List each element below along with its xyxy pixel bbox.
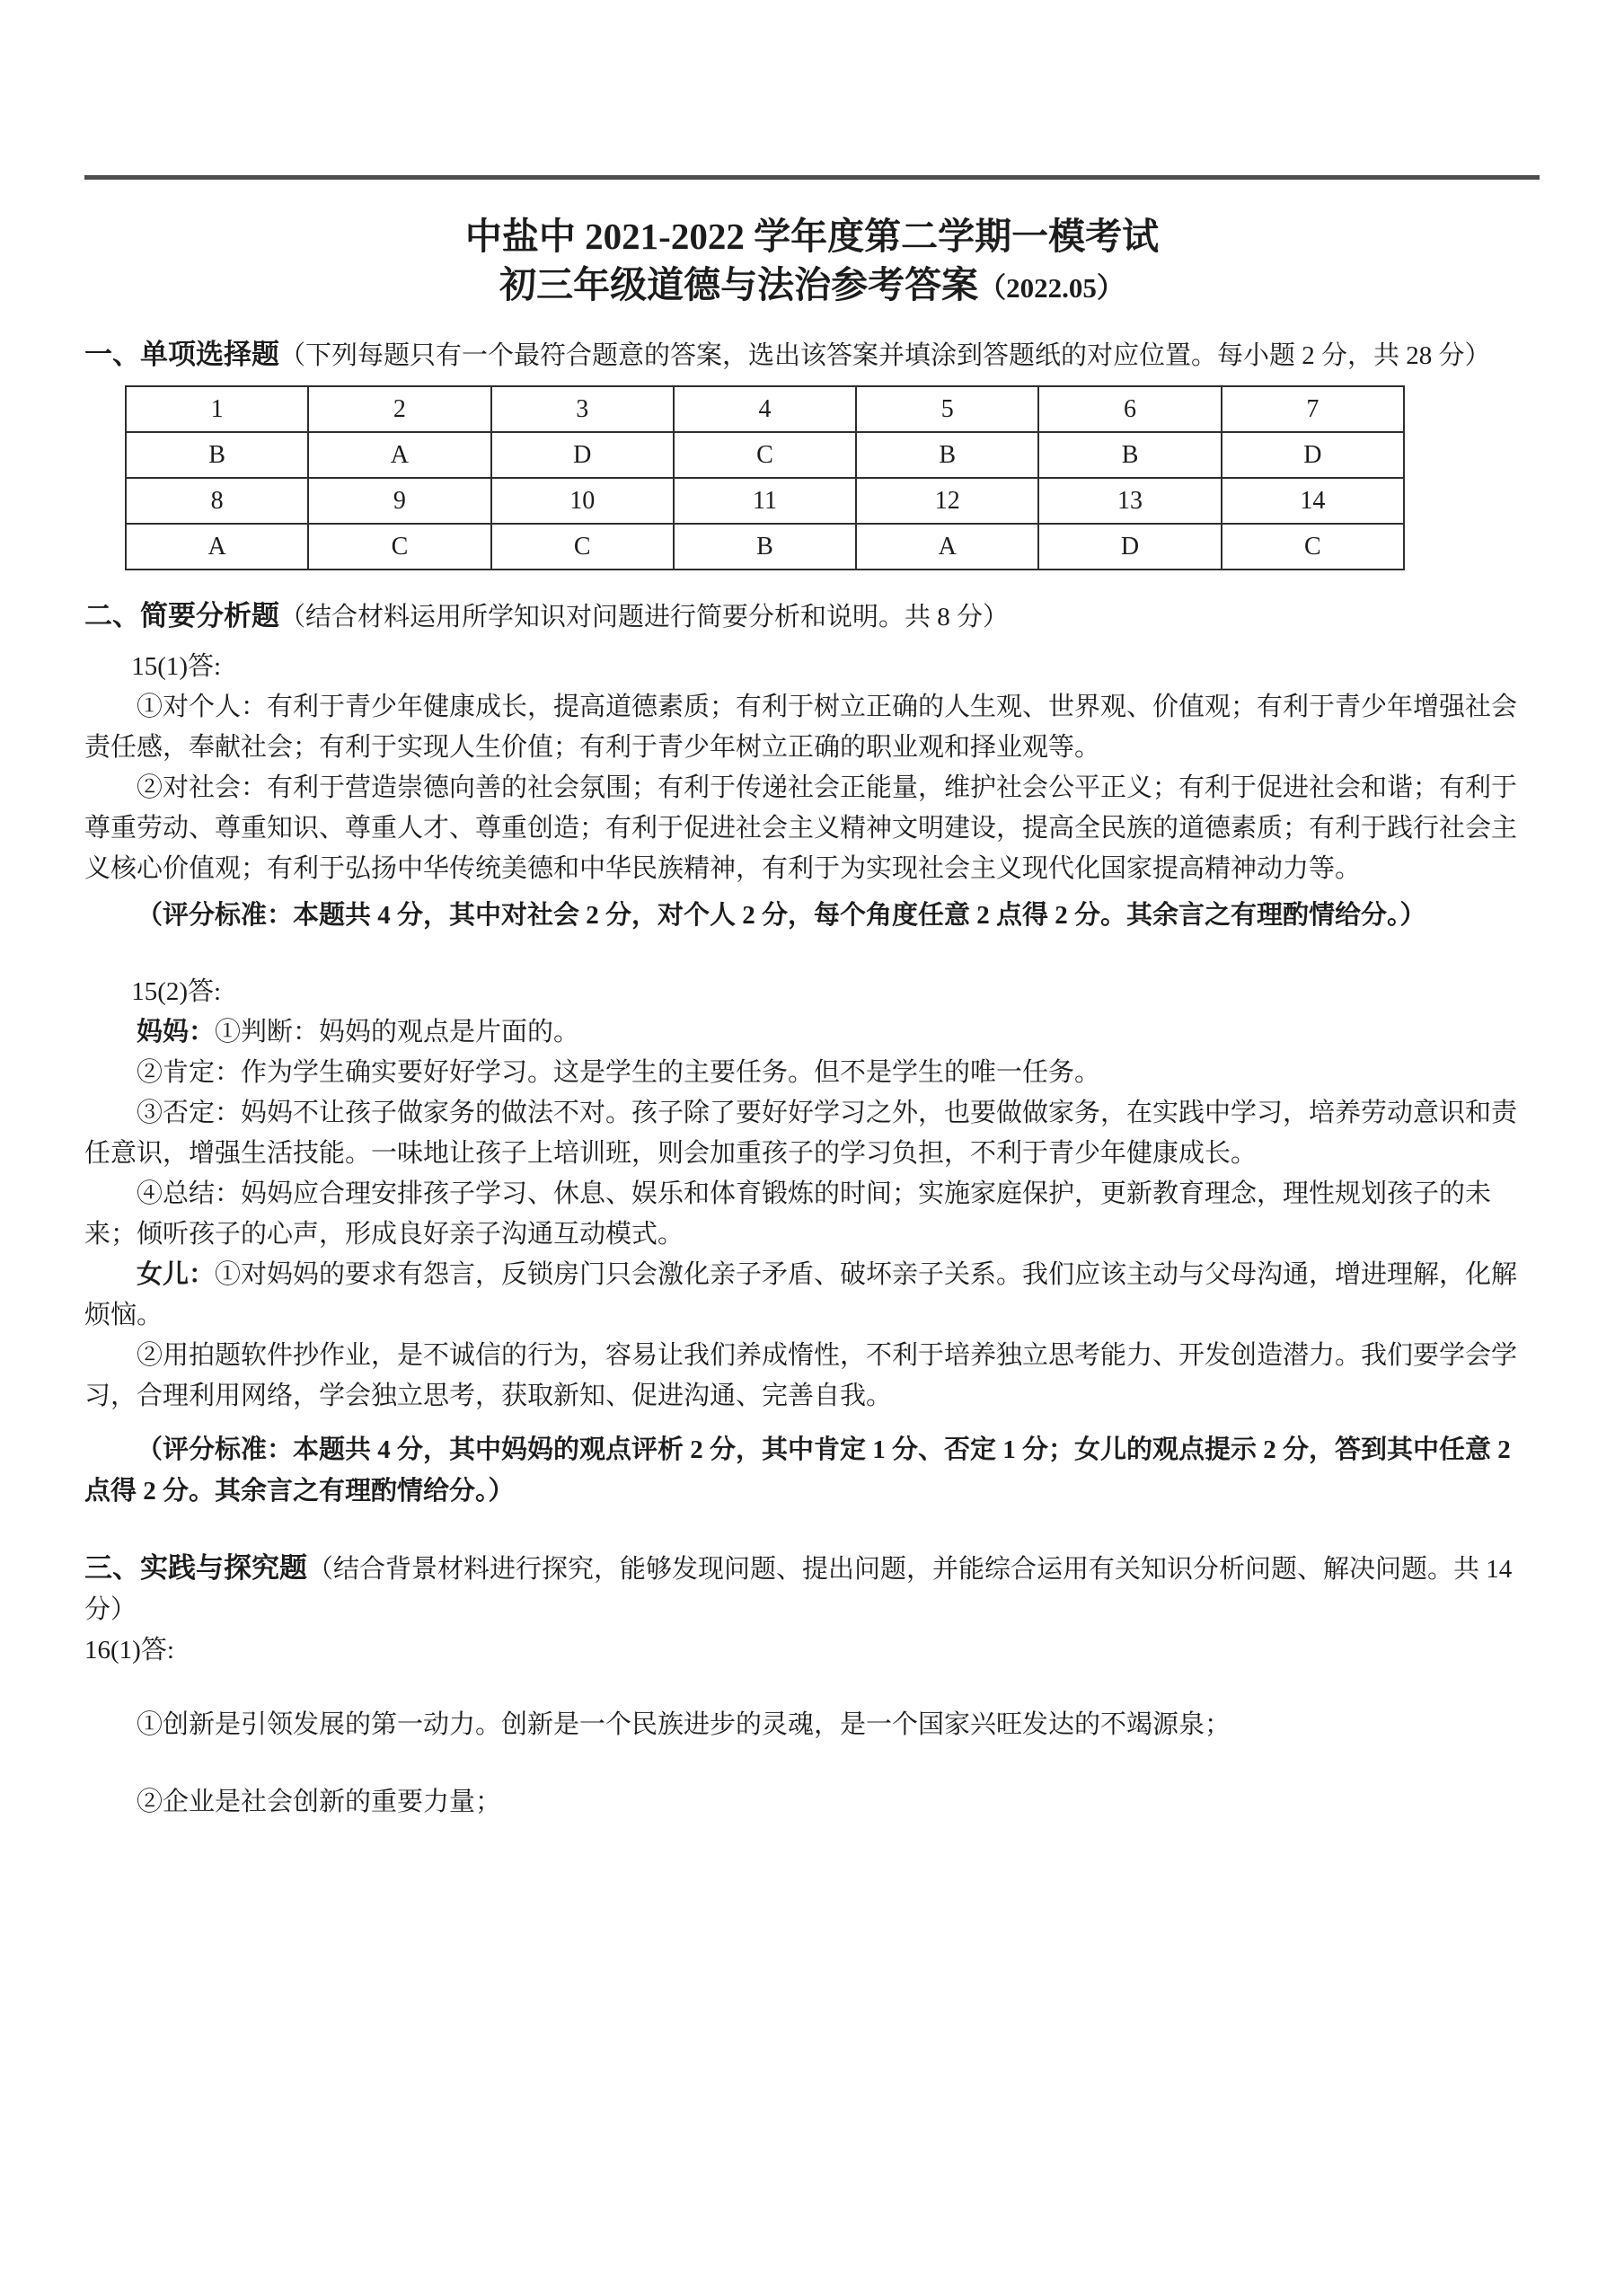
table-row-answers-2: [126, 524, 1404, 570]
section1-heading-rest: （下列每题只有一个最符合题意的答案，选出该答案并填涂到答题纸的对应位置。每小题 2 分，共 28 分）: [279, 341, 1491, 370]
answer-15-2-mom-point-3: ③否定：妈妈不让孩子做家务的做法不对。孩子除了要好好学习之外，也要做做家务，在实践中学习，培养劳动意识和责任意识，增强生活技能。一味地让孩子上培训班，则会加重孩子的学习负担，不利于青少年健康成长。: [84, 1099, 1518, 1168]
table-cell: B: [674, 524, 856, 570]
daughter-label: 女儿：: [137, 1260, 216, 1289]
answer-15-2-daughter-point-1: [84, 1255, 1540, 1336]
section1-heading: [84, 334, 1540, 376]
table-cell: 9: [308, 478, 490, 524]
document-content: [84, 199, 1540, 1825]
answer-15-1-paragraph-2: ②对社会：有利于营造崇德向善的社会氛围；有利于传递社会正能量，维护社会公平正义；有利于促进社会和谐；有利于尊重劳动、尊重知识、尊重人才、尊重创造；有利于促进社会主义精神文明建设，提高全民族的道德素质；有利于践行社会主义核心价值观；有利于弘扬中华传统美德和中华民族精神，有利于为实现社会主义现代化国家提高精神动力等。: [84, 773, 1518, 883]
table-cell: C: [491, 524, 674, 570]
answer-15-2-daughter-point-2: ②用拍题软件抄作业，是不诚信的行为，容易让我们养成惰性，不利于培养独立思考能力、开发创造潜力。我们要学会学习，合理利用网络，学会独立思考，获取新知、促进沟通、完善自我。: [84, 1341, 1518, 1410]
document-title-block: [84, 212, 1540, 318]
question-15-2-label: 15(2)答:: [131, 977, 222, 1006]
table-cell: 11: [674, 478, 856, 524]
table-cell: D: [1038, 524, 1221, 570]
mom-point-1-text: ①判断：妈妈的观点是片面的。: [215, 1018, 580, 1046]
table-cell: B: [1038, 432, 1221, 478]
page-title-line2: [84, 261, 1540, 318]
table-cell: B: [126, 432, 308, 478]
table-cell: A: [308, 432, 490, 478]
table-cell: 6: [1038, 386, 1221, 432]
answer-16-1-point-2: ②企业是社会创新的重要力量；: [137, 1788, 502, 1816]
table-cell: 5: [856, 386, 1038, 432]
table-cell: 14: [1222, 478, 1404, 524]
section2-heading-bold: 二、简要分析题: [84, 600, 279, 631]
page-title-main: 初三年级道德与法治参考答案: [499, 264, 979, 305]
mom-label: 妈妈：: [137, 1018, 216, 1046]
question-15-1-label: 15(1)答:: [131, 652, 222, 681]
page-title-line1: 中盐中 2021-2022 学年度第二学期一模考试: [464, 216, 1160, 257]
table-row-answers-1: [126, 432, 1404, 478]
daughter-point-1-text: ①对妈妈的要求有怨言，反锁房门只会激化亲子矛盾、破坏亲子关系。我们应该主动与父母沟通，增进理解，化解烦恼。: [84, 1260, 1518, 1329]
table-cell: A: [126, 524, 308, 570]
table-cell: 7: [1222, 386, 1404, 432]
section2-heading: [84, 596, 1540, 638]
table-cell: D: [1222, 432, 1404, 478]
scoring-standard-15-1: （评分标准：本题共 4 分，其中对社会 2 分，对个人 2 分，每个角度任意 2 点得 2 分。其余言之有理酌情给分。）: [137, 901, 1426, 930]
section1-heading-bold: 一、单项选择题: [84, 339, 279, 370]
table-cell: A: [856, 524, 1038, 570]
answer-15-2-mom-point-2: ②肯定：作为学生确实要好好学习。这是学生的主要任务。但不是学生的唯一任务。: [137, 1058, 1101, 1087]
table-row-question-numbers-2: [126, 478, 1404, 524]
answer-16-1-point-1: ①创新是引领发展的第一动力。创新是一个民族进步的灵魂，是一个国家兴旺发达的不竭源泉；: [137, 1710, 1231, 1739]
table-cell: C: [1222, 524, 1404, 570]
table-cell: 8: [126, 478, 308, 524]
section3-heading: [84, 1548, 1540, 1630]
answer-15-2-mom-point-4: ④总结：妈妈应合理安排孩子学习、休息、娱乐和体育锻炼的时间；实施家庭保护，更新教育理念，理性规划孩子的未来；倾听孩子的心声，形成良好亲子沟通互动模式。: [84, 1179, 1492, 1249]
table-cell: 2: [308, 386, 490, 432]
answer-key-table: [125, 385, 1405, 570]
table-cell: D: [491, 432, 674, 478]
answer-15-2-mom-point-1: [84, 1012, 1540, 1053]
page-title-date: （2022.05）: [978, 272, 1125, 304]
table-cell: 12: [856, 478, 1038, 524]
question-16-1-label: 16(1)答:: [84, 1636, 174, 1665]
table-cell: 13: [1038, 478, 1221, 524]
table-cell: C: [674, 432, 856, 478]
table-cell: C: [308, 524, 490, 570]
table-row-question-numbers-1: [126, 386, 1404, 432]
table-cell: 10: [491, 478, 674, 524]
table-cell: 4: [674, 386, 856, 432]
table-cell: B: [856, 432, 1038, 478]
table-cell: 1: [126, 386, 308, 432]
answer-15-1-paragraph-1: ①对个人：有利于青少年健康成长，提高道德素质；有利于树立正确的人生观、世界观、价值观；有利于青少年增强社会责任感，奉献社会；有利于实现人生价值；有利于青少年树立正确的职业观和择业观等。: [84, 693, 1518, 762]
section2-heading-rest: （结合材料运用所学知识对问题进行简要分析和说明。共 8 分）: [279, 603, 1010, 631]
table-cell: 3: [491, 386, 674, 432]
header-divider-line: [84, 175, 1540, 180]
section3-heading-rest: （结合背景材料进行探究，能够发现问题、提出问题，并能综合运用有关知识分析问题、解决问题。共 14 分）: [84, 1555, 1513, 1624]
scoring-standard-15-2: （评分标准：本题共 4 分，其中妈妈的观点评析 2 分，其中肯定 1 分、否定 1 分；女儿的观点提示 2 分，答到其中任意 2 点得 2 分。其余言之有理酌情给分。）: [84, 1435, 1511, 1506]
section3-heading-bold: 三、实践与探究题: [84, 1552, 307, 1584]
